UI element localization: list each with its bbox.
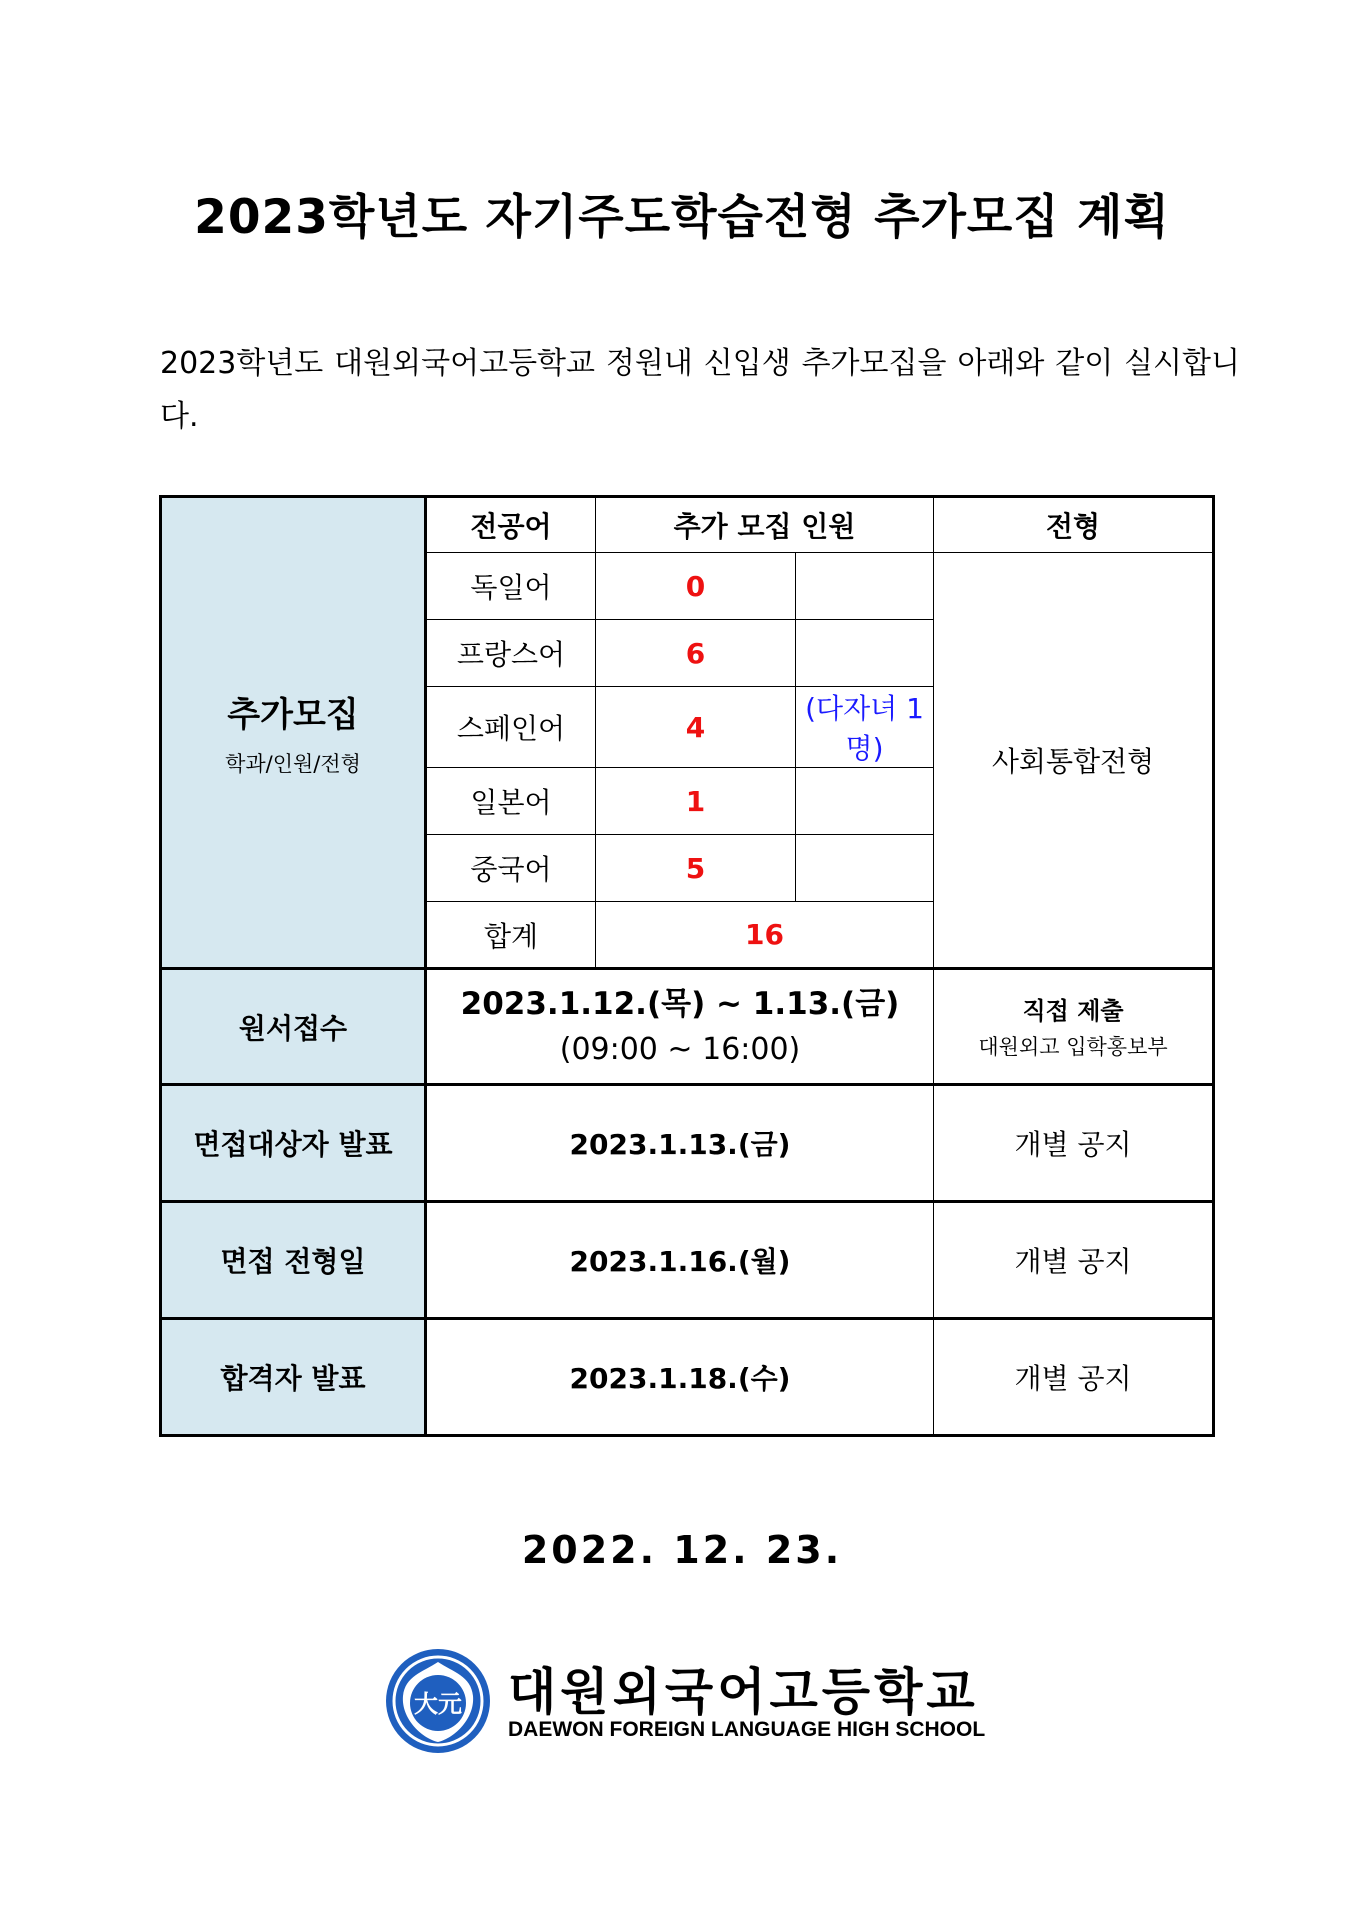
application-method-cell — [934, 969, 1214, 1085]
count-cell: 5 — [596, 835, 796, 902]
count-cell: 6 — [596, 620, 796, 687]
col-header-type: 전형 — [934, 497, 1214, 553]
application-method: 직접 제출 — [1022, 996, 1124, 1025]
count-cell: 0 — [596, 553, 796, 620]
school-logo — [383, 1646, 1003, 1756]
application-label: 원서접수 — [161, 969, 426, 1085]
total-count: 16 — [596, 902, 934, 969]
application-row — [161, 969, 1214, 1085]
note-cell — [796, 768, 934, 835]
interview-day-date: 2023.1.16.(월) — [426, 1202, 934, 1319]
language-cell: 스페인어 — [426, 687, 596, 768]
interview-day-row — [161, 1202, 1214, 1319]
pass-announce-notice: 개별 공지 — [934, 1319, 1214, 1436]
section-label-cell — [161, 497, 426, 969]
note-cell — [796, 835, 934, 902]
application-date: 2023.1.12.(목) ~ 1.13.(금) — [460, 985, 900, 1022]
interview-day-notice: 개별 공지 — [934, 1202, 1214, 1319]
note-cell — [796, 620, 934, 687]
interview-announce-date: 2023.1.13.(금) — [426, 1085, 934, 1202]
recruitment-plan-table — [159, 495, 1215, 1437]
intro-paragraph: 2023학년도 대원외국어고등학교 정원내 신입생 추가모집을 아래와 같이 실시합니다. — [160, 346, 1240, 434]
pass-announce-row — [161, 1319, 1214, 1436]
note-cell — [796, 553, 934, 620]
interview-announce-notice: 개별 공지 — [934, 1085, 1214, 1202]
count-cell: 1 — [596, 768, 796, 835]
application-time: (09:00 ~ 16:00) — [559, 1031, 801, 1067]
count-cell: 4 — [596, 687, 796, 768]
application-method-sub: 대원외고 입학홍보부 — [978, 1034, 1168, 1059]
col-header-count: 추가 모집 인원 — [596, 497, 934, 553]
pass-announce-label: 합격자 발표 — [161, 1319, 426, 1436]
total-label: 합계 — [426, 902, 596, 969]
language-cell: 프랑스어 — [426, 620, 596, 687]
note-cell: (다자녀 1명) — [796, 687, 934, 768]
language-cell: 중국어 — [426, 835, 596, 902]
page-title: 2023학년도 자기주도학습전형 추가모집 계획 — [194, 190, 1170, 245]
school-name-english: DAEWON FOREIGN LANGUAGE HIGH SCHOOL — [508, 1718, 986, 1741]
language-cell: 일본어 — [426, 768, 596, 835]
pass-announce-date: 2023.1.18.(수) — [426, 1319, 934, 1436]
school-seal-icon — [383, 1646, 493, 1756]
language-cell: 독일어 — [426, 553, 596, 620]
col-header-major: 전공어 — [426, 497, 596, 553]
interview-announce-label: 면접대상자 발표 — [161, 1085, 426, 1202]
interview-announce-row — [161, 1085, 1214, 1202]
seal-text: 大元 — [414, 1690, 462, 1718]
admission-type-cell: 사회통합전형 — [934, 553, 1214, 969]
section-sub-label: 학과/인원/전형 — [225, 752, 361, 776]
section-label: 추가모집 — [227, 695, 359, 735]
application-date-cell — [426, 969, 934, 1085]
document-date: 2022. 12. 23. — [521, 1528, 843, 1572]
interview-day-label: 면접 전형일 — [161, 1202, 426, 1319]
school-name-korean: 대원외국어고등학교 — [508, 1663, 979, 1721]
